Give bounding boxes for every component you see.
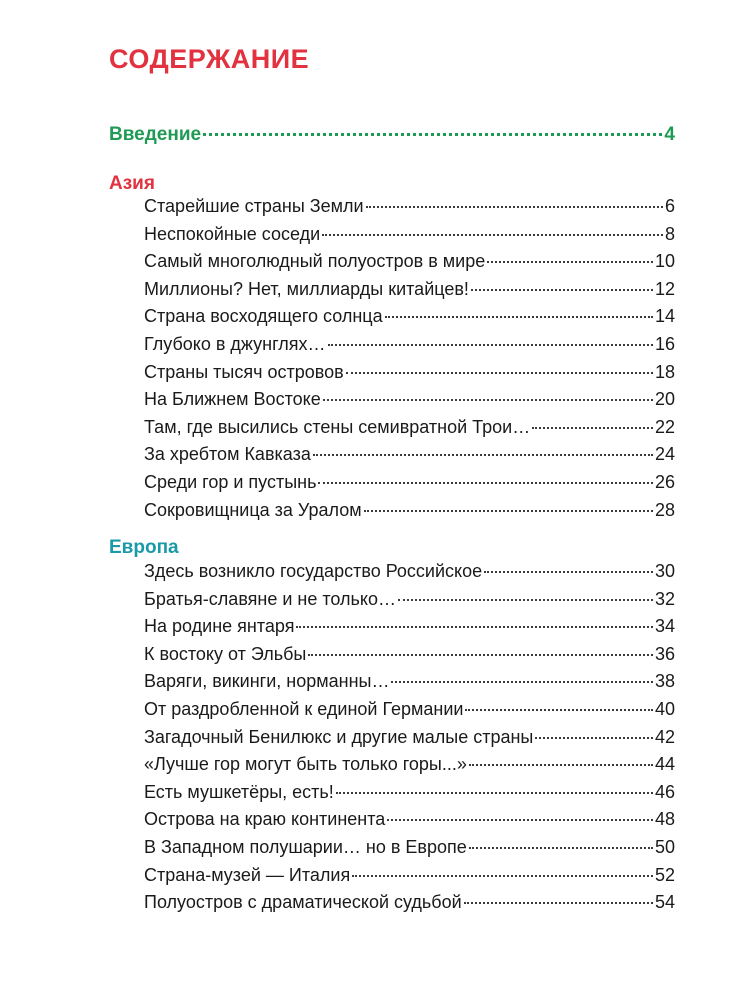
dot-leader bbox=[487, 261, 653, 263]
dot-leader bbox=[308, 654, 653, 656]
dot-leader bbox=[364, 510, 653, 512]
toc-entry-label: Глубоко в джунглях… bbox=[144, 333, 326, 354]
toc-entry[interactable] bbox=[144, 251, 675, 279]
toc-entry-page: 12 bbox=[654, 278, 675, 299]
toc-entry-page: 32 bbox=[654, 588, 675, 609]
toc-entry-page: 20 bbox=[654, 389, 675, 410]
toc-entry-label: «Лучше гор могут быть только горы...» bbox=[144, 754, 467, 775]
toc-entry[interactable] bbox=[144, 809, 675, 837]
toc-entry-page: 34 bbox=[654, 616, 675, 637]
toc-entry-page: 28 bbox=[654, 499, 675, 520]
dot-leader bbox=[535, 737, 653, 739]
toc-entry-page: 48 bbox=[654, 809, 675, 830]
dot-leader bbox=[465, 709, 653, 711]
toc-entry-page: 24 bbox=[654, 444, 675, 465]
toc-entry-page: 52 bbox=[654, 864, 675, 885]
toc-entry[interactable] bbox=[144, 754, 675, 782]
toc-entry[interactable] bbox=[144, 417, 675, 445]
toc-entry[interactable] bbox=[144, 616, 675, 644]
toc-entry-page: 50 bbox=[654, 836, 675, 857]
toc-entry[interactable] bbox=[144, 362, 675, 390]
toc-entry-label: Полуостров с драматической судьбой bbox=[144, 892, 462, 913]
dot-leader bbox=[532, 427, 653, 429]
toc-entry[interactable] bbox=[144, 389, 675, 417]
toc-entry[interactable] bbox=[144, 782, 675, 810]
section-heading-asia: Азия bbox=[109, 173, 155, 194]
dot-leader bbox=[318, 482, 652, 484]
toc-list-asia bbox=[144, 196, 675, 527]
toc-entry-label: Загадочный Бенилюкс и другие малые страны bbox=[144, 726, 534, 747]
toc-entry[interactable] bbox=[144, 644, 675, 672]
dot-leader bbox=[469, 847, 653, 849]
toc-entry-page: 10 bbox=[654, 251, 675, 272]
toc-entry-page: 16 bbox=[654, 333, 675, 354]
dot-leader bbox=[336, 792, 653, 794]
toc-entry[interactable] bbox=[144, 865, 675, 893]
dot-leader bbox=[464, 902, 653, 904]
dot-leader bbox=[484, 571, 653, 573]
toc-entry[interactable] bbox=[144, 699, 675, 727]
toc-entry-label: Страна-музей — Италия bbox=[144, 864, 351, 885]
toc-entry[interactable] bbox=[144, 561, 675, 589]
toc-entry-label: Есть мушкетёры, есть! bbox=[144, 781, 334, 802]
toc-entry-label: В Западном полушарии… но в Европе bbox=[144, 836, 467, 857]
toc-list-europe bbox=[144, 561, 675, 920]
toc-entry-page: 30 bbox=[654, 561, 675, 581]
toc-entry-page: 36 bbox=[654, 643, 675, 664]
dot-leader bbox=[296, 626, 653, 628]
toc-entry-label: На Ближнем Востоке bbox=[144, 389, 321, 410]
dot-leader bbox=[328, 344, 653, 346]
toc-entry[interactable] bbox=[144, 671, 675, 699]
toc-entry-label: Там, где высились стены семивратной Трои… bbox=[144, 416, 531, 437]
toc-entry-label: Введение bbox=[109, 124, 202, 145]
dot-leader bbox=[469, 764, 653, 766]
toc-entry-label: Страны тысяч островов bbox=[144, 361, 344, 382]
dot-leader bbox=[346, 372, 653, 374]
toc-entry-label: Здесь возникло государство Российское bbox=[144, 561, 483, 581]
toc-entry-label: Миллионы? Нет, миллиарды китайцев! bbox=[144, 278, 469, 299]
toc-entry-intro[interactable] bbox=[109, 124, 675, 146]
toc-entry[interactable] bbox=[144, 334, 675, 362]
dot-leader bbox=[387, 819, 653, 821]
toc-entry-label: От раздробленной к единой Германии bbox=[144, 698, 464, 719]
dot-leader bbox=[391, 681, 652, 683]
toc-entry[interactable] bbox=[144, 306, 675, 334]
toc-entry-label: За хребтом Кавказа bbox=[144, 444, 311, 465]
toc-entry-label: Среди гор и пустынь bbox=[144, 471, 317, 492]
toc-entry[interactable] bbox=[144, 444, 675, 472]
section-heading-europe: Европа bbox=[109, 537, 179, 558]
toc-entry[interactable] bbox=[144, 727, 675, 755]
toc-entry-page: 14 bbox=[654, 306, 675, 327]
toc-entry[interactable] bbox=[144, 500, 675, 528]
toc-entry-page: 54 bbox=[654, 892, 675, 913]
dot-leader bbox=[203, 133, 662, 136]
toc-entry[interactable] bbox=[144, 224, 675, 252]
toc-entry[interactable] bbox=[144, 892, 675, 920]
toc-entry-label: Неспокойные соседи bbox=[144, 223, 321, 244]
dot-leader bbox=[366, 206, 663, 208]
toc-entry-page: 18 bbox=[654, 361, 675, 382]
toc-entry[interactable] bbox=[144, 837, 675, 865]
toc-entry-label: Сокровищница за Уралом bbox=[144, 499, 362, 520]
toc-entry-page: 44 bbox=[654, 754, 675, 775]
dot-leader bbox=[385, 316, 653, 318]
toc-entry-label: Самый многолюдный полуостров в мире bbox=[144, 251, 486, 272]
toc-entry-page: 38 bbox=[654, 671, 675, 692]
toc-entry[interactable] bbox=[144, 279, 675, 307]
toc-entry-label: Страна восходящего солнца bbox=[144, 306, 383, 327]
toc-entry-label: К востоку от Эльбы bbox=[144, 643, 307, 664]
toc-entry-page: 26 bbox=[654, 471, 675, 492]
toc-entry[interactable] bbox=[144, 196, 675, 224]
page-title: СОДЕРЖАНИЕ bbox=[109, 44, 310, 74]
toc-entry-label: Братья-славяне и не только… bbox=[144, 588, 397, 609]
dot-leader bbox=[398, 599, 653, 601]
dot-leader bbox=[352, 875, 653, 877]
toc-entry-page: 6 bbox=[664, 196, 675, 216]
toc-entry-page: 4 bbox=[664, 124, 675, 145]
toc-entry-page: 46 bbox=[654, 781, 675, 802]
toc-entry-label: Острова на краю континента bbox=[144, 809, 386, 830]
toc-entry-label: Старейшие страны Земли bbox=[144, 196, 364, 216]
toc-entry[interactable] bbox=[144, 589, 675, 617]
toc-entry-page: 42 bbox=[654, 726, 675, 747]
toc-entry-page: 8 bbox=[664, 223, 675, 244]
dot-leader bbox=[322, 234, 663, 236]
dot-leader bbox=[323, 399, 653, 401]
dot-leader bbox=[313, 454, 653, 456]
toc-entry-label: Варяги, викинги, норманны… bbox=[144, 671, 390, 692]
toc-entry-label: На родине янтаря bbox=[144, 616, 295, 637]
toc-entry[interactable] bbox=[144, 472, 675, 500]
toc-entry-page: 40 bbox=[654, 698, 675, 719]
toc-entry-page: 22 bbox=[654, 416, 675, 437]
dot-leader bbox=[471, 289, 653, 291]
